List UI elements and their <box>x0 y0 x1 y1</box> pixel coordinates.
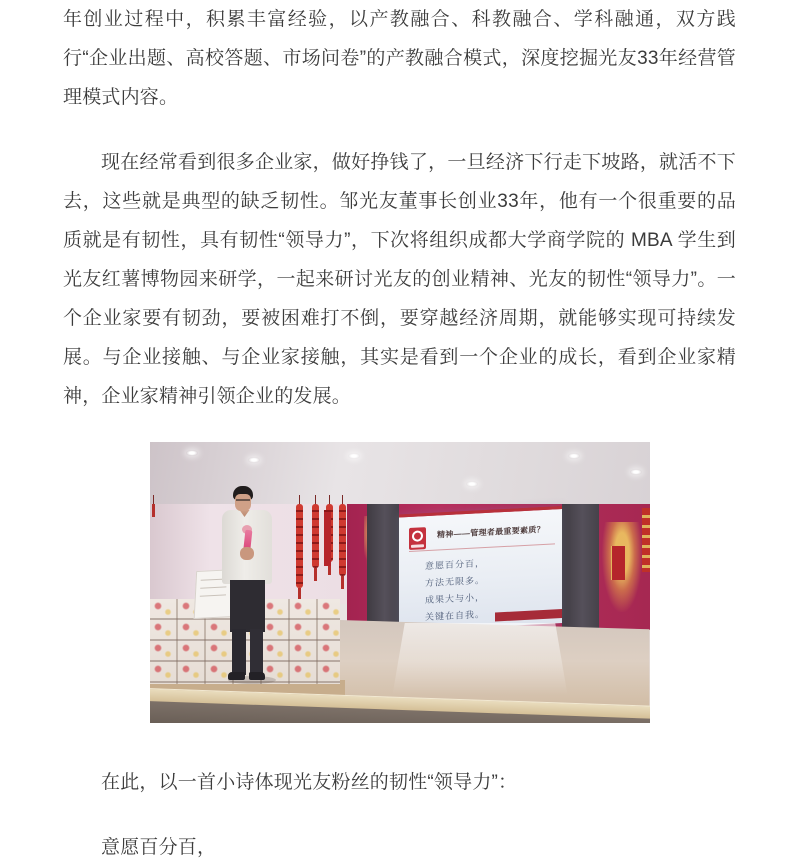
speaker-glasses <box>236 499 250 501</box>
ceiling-light-icon <box>568 453 580 459</box>
lantern-string-icon <box>339 504 346 576</box>
slide-divider <box>409 543 555 552</box>
screen-floor-reflection <box>393 623 568 695</box>
speaker-face <box>235 494 251 511</box>
dark-panel-left <box>367 504 399 630</box>
event-photo <box>150 442 650 723</box>
projection-screen <box>399 506 562 632</box>
slide-title: 精神——管理者最重要素质？ <box>436 524 545 540</box>
body-paragraph-1: 年创业过程中，积累丰富经验，以产教融合、科教融合、学科融通，双方践行“企业出题、高校答题、市场问卷”的产教融合模式，深度挖掘光友33年经营管理模式内容。 <box>63 9 736 108</box>
slide-text-line: 意愿百分百， <box>424 558 485 572</box>
dark-panel-right <box>562 504 599 630</box>
speaker <box>220 484 278 684</box>
slide-text-line: 方法无限多。 <box>424 575 485 589</box>
ceiling-light-icon <box>466 481 478 487</box>
ceiling-light-icon <box>630 469 642 475</box>
speaker-trousers <box>230 580 265 632</box>
slide-text-line: 成果大与小， <box>424 592 485 606</box>
ceiling-light-icon <box>348 453 360 459</box>
slide-logo-icon <box>409 527 426 550</box>
lantern-string-icon <box>312 504 319 568</box>
body-paragraph-3: 在此，以一首小诗体现光友粉丝的韧性“领导力”： <box>101 772 518 793</box>
body-paragraph-2: 现在经常看到很多企业家，做好挣钱了，一旦经济下行走下坡路，就活不下去，这些就是典型的缺乏韧性。邹光友董事长创业33年，他有一个很重要的品质就是有韧性，具有韧性“领导力”，下次将组织成都大学商学院的 MBA 学生到光友红薯博物园来研学，一起来研讨光友的创业精神、光友的韧性“领导力”。一个企业家要有韧劲，要被困难打不倒，要穿越经济周期，就能够实现可持续发展。与企业接触、与企业家接触，其实是看到一个企业的成长，看到企业家精神，企业家精神引领企业的发展。 <box>63 152 736 407</box>
speaker-left-shoe <box>228 672 245 680</box>
speaker-hand <box>240 547 254 560</box>
slide-text-line: 关键在自我。 <box>424 609 485 623</box>
speaker-left-leg <box>232 629 246 675</box>
speaker-right-shoe <box>249 672 265 680</box>
speaker-right-leg <box>250 629 263 675</box>
body-paragraph-4: 意愿百分百， <box>101 837 217 858</box>
ceiling-light-icon <box>248 457 260 463</box>
dragon-red-banner <box>611 546 625 580</box>
red-couplet-banner <box>324 510 331 566</box>
ceiling-light-icon <box>186 450 198 456</box>
lantern-string-icon <box>296 504 303 588</box>
right-edge-ornament <box>642 508 650 572</box>
